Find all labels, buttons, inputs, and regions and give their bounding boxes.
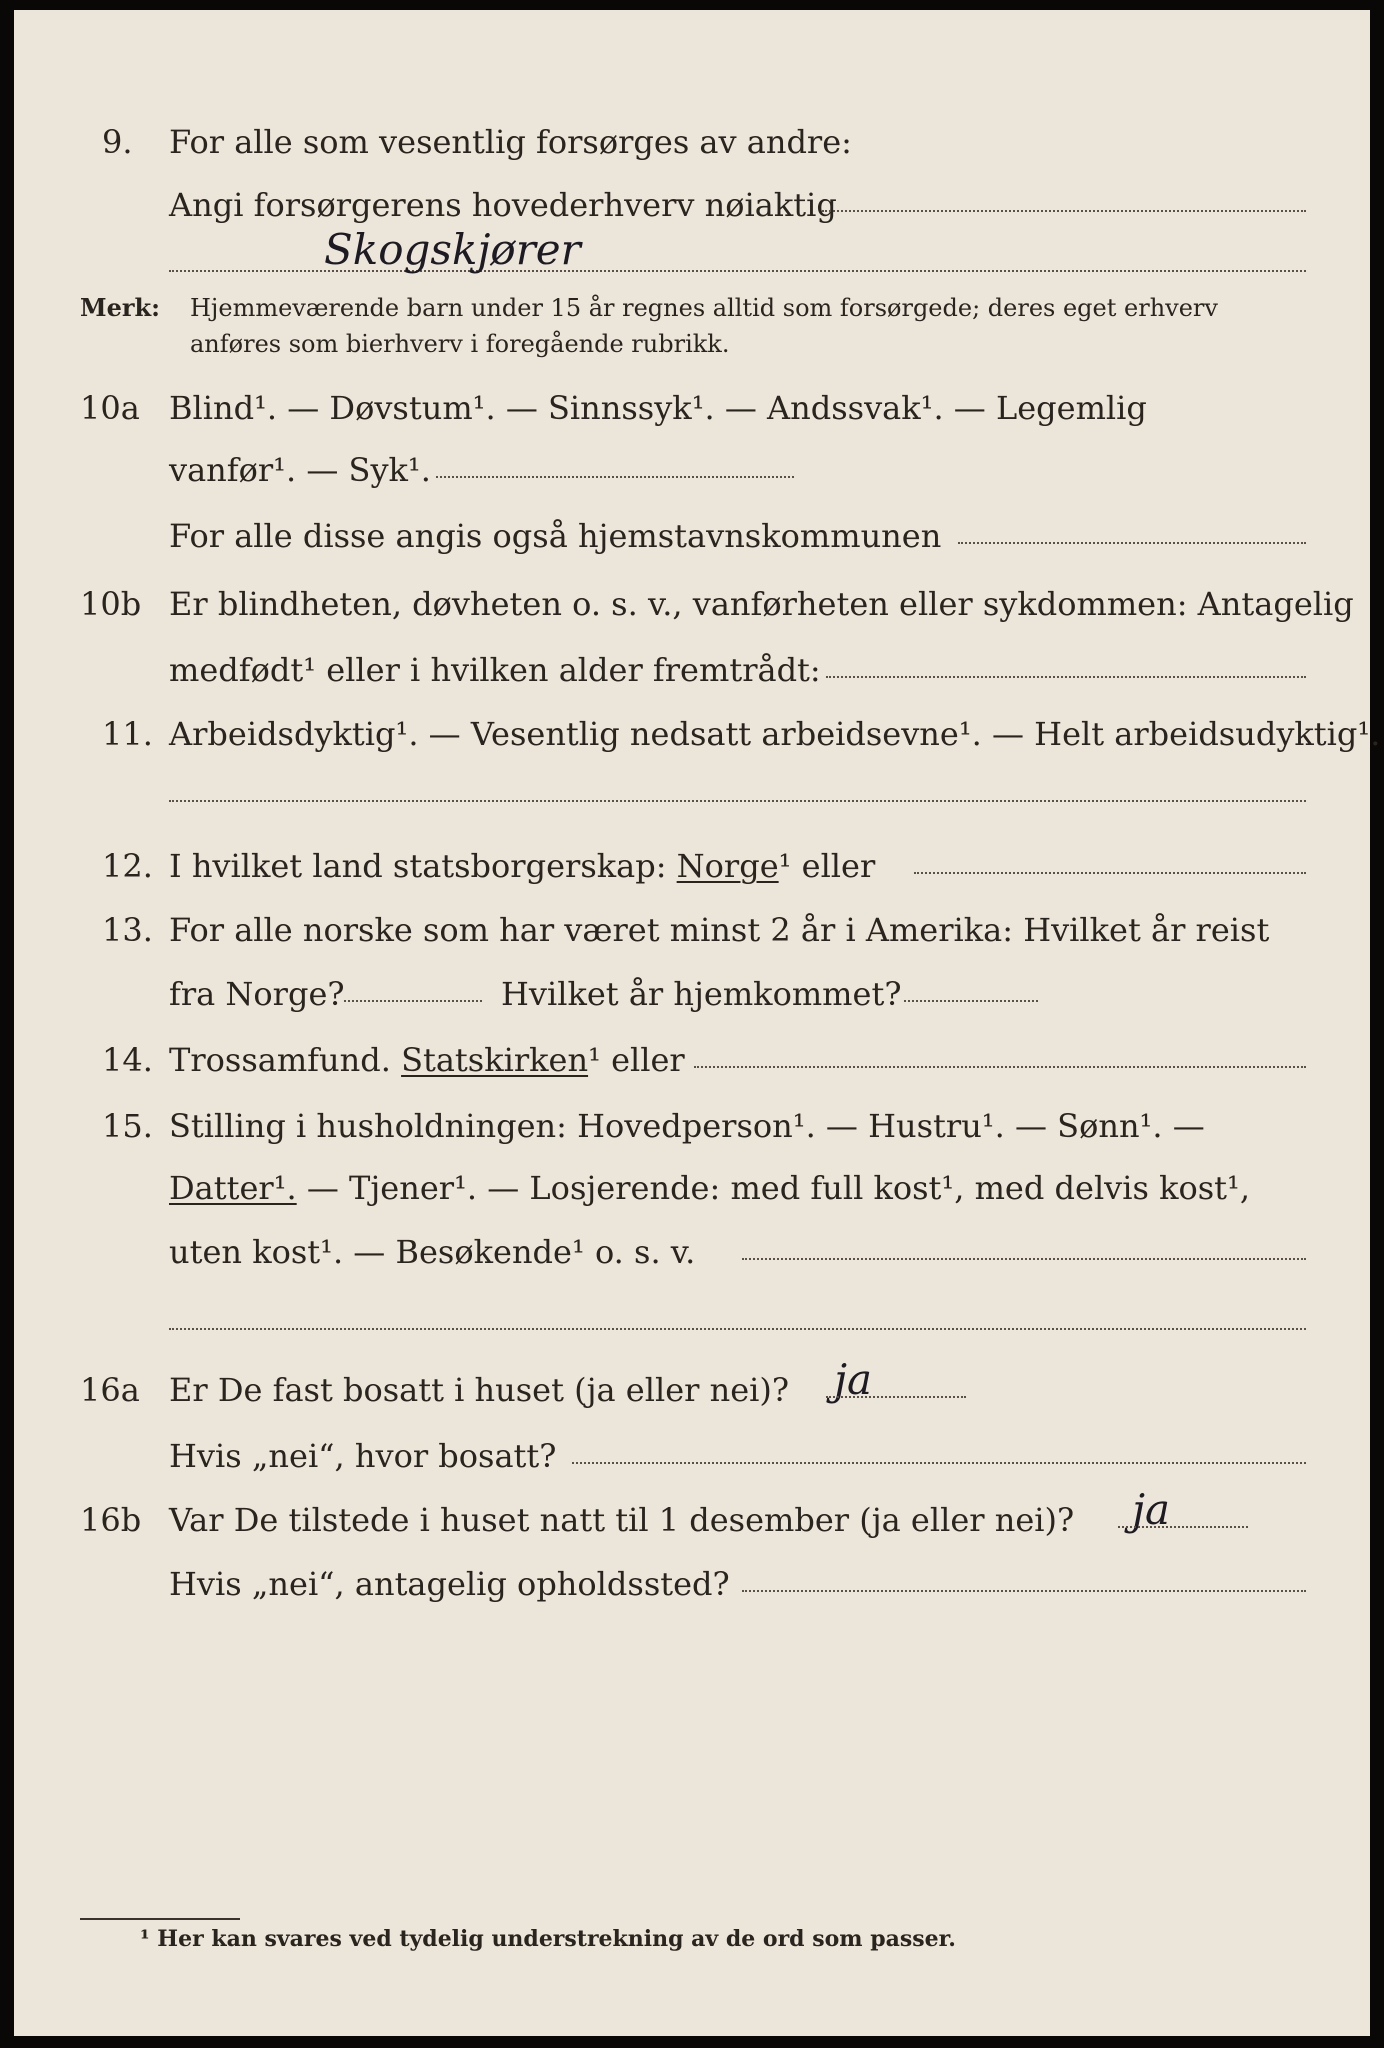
q16a-line-1: Er De fast bosatt i huset (ja eller nei)? <box>169 1371 790 1409</box>
q9-answer-line <box>822 210 1306 212</box>
q15-line-1: Stilling i husholdningen: Hovedperson¹. — Hustru¹. — Sønn¹. — <box>169 1107 1205 1145</box>
q15-number: 15. <box>102 1107 153 1145</box>
q9-text: For alle som vesentlig forsørges av andre: <box>169 123 852 161</box>
q13-line-1: For alle norske som har været minst 2 år i Amerika: Hvilket år reist <box>169 911 1270 949</box>
q11-number: 11. <box>102 715 153 753</box>
q16b-line-1: Var De tilstede i huset natt til 1 desember (ja eller nei)? <box>169 1501 1075 1539</box>
note-label: Merk: <box>80 293 160 322</box>
q16b-number: 16b <box>80 1501 142 1539</box>
q13-line-2a: fra Norge? <box>169 975 345 1013</box>
note-line-1: Hjemmeværende barn under 15 år regnes alltid som forsørgede; deres eget erhverv <box>190 294 1218 322</box>
census-form-page <box>14 10 1381 2036</box>
q13-return-line <box>904 1000 1038 1002</box>
q12-text: I hvilket land statsborgerskap: Norge¹ eller <box>169 847 876 885</box>
q14-number: 14. <box>102 1041 153 1079</box>
q10a-answer-line <box>436 476 794 478</box>
q16a-handwritten-answer: ja <box>834 1355 873 1404</box>
q11-text: Arbeidsdyktig¹. — Vesentlig nedsatt arbeidsevne¹. — Helt arbeidsudyktig¹. <box>169 715 1381 753</box>
q16a-number: 16a <box>80 1371 140 1409</box>
q10b-answer-line <box>826 676 1306 678</box>
q16a-line-2: Hvis „nei“, hvor bosatt? <box>169 1437 557 1475</box>
q12-answer-line <box>914 872 1306 874</box>
q16b-answer-line <box>1118 1526 1248 1528</box>
q15-answer-line-2 <box>169 1328 1306 1330</box>
q10a-line-3: For alle disse angis også hjemstavnskommunen <box>169 517 942 555</box>
q16a-answer-line <box>826 1396 966 1398</box>
q10b-line-2: medfødt¹ eller i hvilken alder fremtrådt: <box>169 651 821 689</box>
q16b-line-2: Hvis „nei“, antagelig opholdssted? <box>169 1565 730 1603</box>
q15-line-2: Datter¹. — Tjener¹. — Losjerende: med full kost¹, med delvis kost¹, <box>169 1169 1251 1207</box>
q16a-residence-line <box>572 1462 1306 1464</box>
q16b-whereabouts-line <box>742 1590 1306 1592</box>
q9-number: 9. <box>102 123 133 161</box>
q9-prompt: Angi forsørgerens hovederhverv nøiaktig <box>169 186 837 224</box>
q14-text: Trossamfund. Statskirken¹ eller <box>169 1041 685 1079</box>
q10a-home-municipality-line <box>958 542 1306 544</box>
q13-departure-line <box>344 1000 482 1002</box>
q14-answer-line <box>694 1066 1306 1068</box>
q16b-handwritten-answer: ja <box>1132 1485 1171 1534</box>
q10a-line-2: vanfør¹. — Syk¹. <box>169 451 431 489</box>
q13-number: 13. <box>102 911 153 949</box>
q10a-line-1: Blind¹. — Døvstum¹. — Sinnssyk¹. — Andssvak¹. — Legemlig <box>169 389 1147 427</box>
q13-line-2b: Hvilket år hjemkommet? <box>501 975 902 1013</box>
q9-handwritten-answer: Skogskjører <box>324 225 581 274</box>
q10b-number: 10b <box>80 585 142 623</box>
q12-number: 12. <box>102 847 153 885</box>
q10b-line-1: Er blindheten, døvheten o. s. v., vanførheten eller sykdommen: Antagelig <box>169 585 1354 623</box>
q11-answer-line <box>169 800 1306 802</box>
footnote: ¹ Her kan svares ved tydelig understrekning av de ord som passer. <box>140 1926 956 1952</box>
footnote-rule <box>80 1918 240 1920</box>
note-line-2: anføres som bierhverv i foregående rubrikk. <box>190 330 730 358</box>
q15-line-3: uten kost¹. — Besøkende¹ o. s. v. <box>169 1233 696 1271</box>
q15-answer-line <box>742 1258 1306 1260</box>
q10a-number: 10a <box>80 389 140 427</box>
